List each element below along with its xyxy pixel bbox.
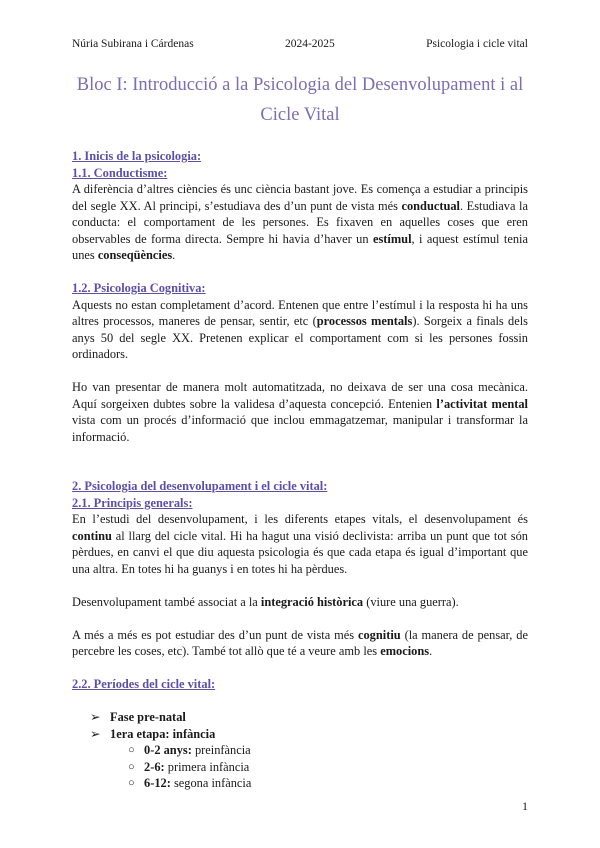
page-header	[72, 38, 528, 50]
section-2-2-heading: 2.2. Períodes del cicle vital:	[72, 677, 216, 691]
list-item: ○ 2-6: primera infància	[128, 759, 250, 774]
title-line-1: Bloc I: Introducció a la Psicologia del Desenvolupament i al	[76, 75, 524, 95]
circle-bullet-icon: ○	[128, 760, 135, 773]
section-1-1-paragraph: A diferència d’altres ciències és unc ciència bastant jove. Es comença a estudiar a principis del segle XX. Al principi, s’estudiava des d’un punt de vista més conductual. Estudiava la conducta: el comportament de les persones. Es fixaven en aquelles coses que eren observables de forma directa. Sempre hi havia d’haver un estímul, i aquest estímul tenia unes conseqüències.	[72, 182, 528, 262]
section-1-1-heading: 1.1. Conductisme:	[72, 165, 168, 180]
document-title	[60, 70, 540, 130]
section-2-heading: 2. Psicologia del desenvolupament i el cicle vital:	[72, 479, 328, 493]
header-course: Psicologia i cicle vital	[426, 38, 528, 50]
section-1-2-heading: 1.2. Psicologia Cognitiva:	[72, 281, 206, 295]
page-number: 1	[522, 799, 528, 813]
list-item: ➢ 1era etapa: infància	[90, 726, 216, 741]
title-line-2: Cicle Vital	[260, 105, 340, 125]
list-item: ○ 6-12: segona infància	[128, 776, 252, 790]
list-item: ○ 0-2 anys: preinfància	[128, 743, 251, 757]
section-1-2-paragraph-2: Ho van presentar de manera molt automatitzada, no deixava de ser una cosa mecànica. Aquí sorgeixen dubtes sobre la validesa d’aquesta concepció. Entenien l’activitat mental vista com un procés d’informació que inclou emmagatzemar, manipular i transformar la informació.	[72, 380, 528, 444]
section-2-1-heading: 2.1. Principis generals:	[72, 495, 193, 510]
periods-list	[72, 709, 528, 742]
circle-bullet-icon: ○	[128, 744, 135, 756]
section-2-1-paragraph-1: En l’estudi del desenvolupament, i les diferents etapes vitals, el desenvolupament és continu al llarg del cicle vital. Hi ha hagut una visió declivista: arriba un punt que tot són pèrdues, en canvi el que diu aquesta psicologia és que cada etapa és igual d’important que una altra. En totes hi ha guanys i en totes hi ha pèrdues.	[72, 512, 528, 576]
section-2-1-paragraph-3: A més a més es pot estudiar des d’un punt de vista més cognitiu (la manera de pensar, de percebre les coses, etc). També tot allò que té a veure amb les emocions.	[72, 627, 528, 658]
section-2-1-paragraph-2: Desenvolupament també associat a la integració històrica (viure una guerra).	[72, 594, 459, 609]
circle-bullet-icon: ○	[128, 777, 135, 789]
arrow-bullet-icon: ➢	[90, 710, 101, 724]
header-year: 2024-2025	[284, 38, 335, 50]
list-item: ➢ Fase pre-natal	[90, 710, 186, 724]
section-1-2-paragraph-1: Aquests no estan completament d’acord. Entenen que entre l’estímul i la resposta hi ha uns altres processos, maneres de pensar, sentir, etc (processos mentals). Sorgeix a finals dels anys 50 del segle XX. Pretenen explicar el comportament com si les persones fossin ordinadors.	[72, 297, 528, 361]
arrow-bullet-icon: ➢	[90, 726, 101, 741]
section-1-heading: 1. Inicis de la psicologia:	[72, 149, 202, 163]
header-author: Núria Subirana i Cárdenas	[72, 38, 194, 50]
document-body	[72, 148, 528, 792]
infancia-sublist	[72, 742, 528, 792]
